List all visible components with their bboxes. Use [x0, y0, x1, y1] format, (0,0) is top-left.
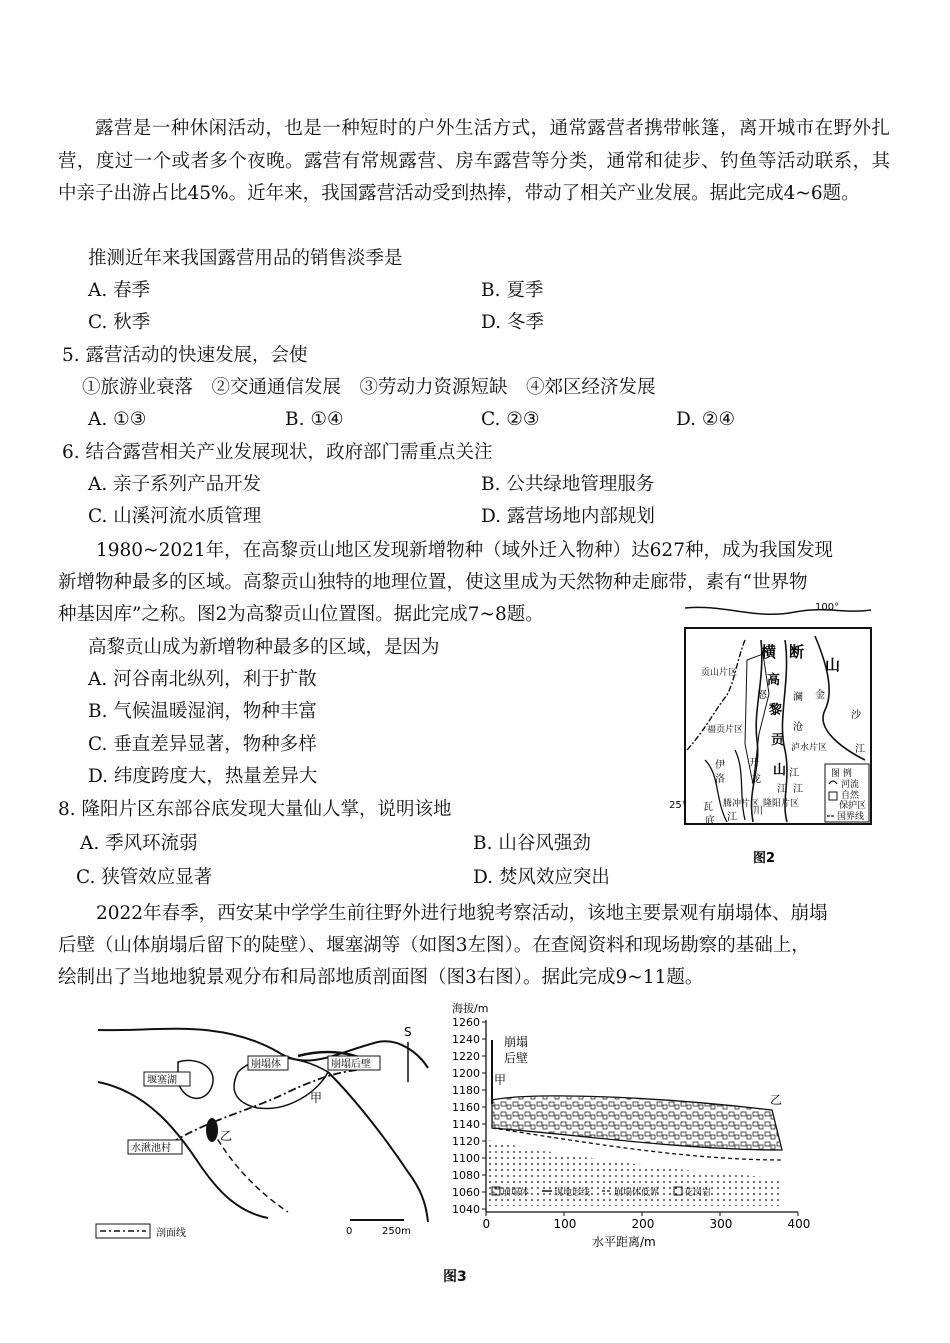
latitude-label: 25° — [669, 800, 687, 811]
q5-option-d[interactable]: D. ②④ — [676, 409, 736, 430]
label-barrier-lake: 堰塞湖 — [147, 1075, 177, 1086]
label-shan2: 山 — [773, 763, 787, 778]
profile-y-tick-label: 1260 — [452, 1016, 480, 1029]
map-top-border-line — [685, 607, 871, 614]
label-gongshan-zone: 贡山片区 — [701, 668, 738, 678]
label-lushui-zone: 泸水片区 — [791, 743, 828, 753]
passage-gaoligong-line2: 新增物种最多的区域。高黎贡山独特的地理位置，使这里成为天然物种走廊带，素有“世界物 — [58, 572, 808, 593]
label-yi: 伊 — [715, 760, 725, 771]
q4-option-c[interactable]: C. 秋季 — [88, 312, 151, 333]
label-luo: 洛 — [715, 774, 725, 785]
q4-option-b[interactable]: B. 夏季 — [481, 280, 544, 301]
label-gao: 高 — [767, 673, 781, 688]
passage-landform-line3: 绘制出了当地地貌景观分布和局部地质剖面图（图3右图）。据此完成9~11题。 — [58, 967, 704, 988]
label-direction: S — [404, 1025, 412, 1039]
label-jia-point: 甲 — [310, 1091, 323, 1105]
legend-granite: 花岗岩 — [684, 1188, 712, 1198]
q4-stem: 推测近年来我国露营用品的销售淡季是 — [88, 248, 403, 269]
label-jin: 金 — [815, 690, 825, 701]
label-wa: 瓦 — [703, 802, 713, 813]
longchuan-river — [735, 750, 745, 820]
q5-option-c[interactable]: C. ②③ — [481, 409, 540, 430]
profile-y-tick-label: 1120 — [452, 1135, 480, 1148]
profile-x-tick-label: 0 — [482, 1217, 491, 1231]
label-longyang-zone: 隆阳片区 — [763, 799, 800, 809]
legend-profile-line: 剖面线 — [156, 1228, 186, 1239]
q5-stem: 5. 露营活动的快速发展，会使 — [62, 345, 308, 366]
q7-option-a[interactable]: A. 河谷南北纵列，利于扩散 — [88, 669, 317, 690]
profile-y-tick-label: 1240 — [452, 1033, 480, 1046]
legend-river: 河流 — [841, 780, 860, 790]
profile-y-tick-label: 1100 — [452, 1152, 480, 1165]
label-jiang5: 江 — [777, 784, 787, 795]
q4-option-d[interactable]: D. 冬季 — [481, 312, 544, 333]
profile-y-tick-label: 1140 — [452, 1118, 480, 1131]
profile-y-tick-label: 1160 — [452, 1101, 480, 1114]
profile-y-ticks — [452, 1016, 486, 1216]
legend-title: 图 例 — [831, 769, 852, 779]
passage-camping: 露营是一种休闲活动，也是一种短时的户外生活方式，通常露营者携带帐篷，离开城市在野外扎营，度过一个或者多个夜晚。露营有常规露营、房车露营等分类，通常和徒步、钓鱼等活动联系，其中亲子出游占比45%。近年来，我国露营活动受到热捧，带动了相关产业发展。据此完成4~6题。 — [58, 118, 890, 204]
q7-option-d[interactable]: D. 纬度跨度大，热量差异大 — [88, 766, 318, 787]
q6-option-a[interactable]: A. 亲子系列产品开发 — [88, 474, 262, 495]
scale-zero: 0 — [346, 1226, 353, 1237]
q6-option-b[interactable]: B. 公共绿地管理服务 — [481, 474, 655, 495]
collapse-body-area — [492, 1096, 782, 1150]
profile-y-tick-label: 1080 — [452, 1169, 480, 1182]
label-nu: 怒 — [757, 690, 767, 701]
q7-stem: 高黎贡山成为新增物种最多的区域，是因为 — [88, 637, 440, 658]
label-profile-yi: 乙 — [770, 1093, 783, 1107]
label-fugong-zone: 福贡片区 — [707, 725, 744, 735]
q8-option-c[interactable]: C. 狭管效应显著 — [76, 867, 213, 888]
q8-option-a[interactable]: A. 季风环流弱 — [80, 833, 198, 854]
legend-reserve1: 自然 — [841, 791, 860, 801]
profile-x-tick-label: 400 — [787, 1217, 811, 1231]
label-jiang1: 江 — [793, 784, 803, 795]
profile-y-tick-label: 1180 — [452, 1084, 480, 1097]
profile-y-tick-label: 1200 — [452, 1067, 480, 1080]
label-long: 龙 — [751, 774, 761, 785]
label-tengchong-zone: 腾冲片区 — [723, 799, 760, 809]
profile-x-tick-label: 200 — [631, 1217, 655, 1231]
profile-y-tick-label: 1060 — [452, 1186, 480, 1199]
label-cang: 沧 — [793, 722, 803, 733]
q7-option-c[interactable]: C. 垂直差异显著，物种多样 — [88, 734, 317, 755]
q5-items: ①旅游业衰落 ②交通通信发展 ③劳动力资源短缺 ④郊区经济发展 — [82, 377, 656, 398]
figure3-caption: 图3 — [443, 1269, 467, 1285]
legend-collapse-body: 崩塌体 — [502, 1188, 530, 1198]
label-wall-2: 后壁 — [504, 1051, 529, 1065]
profile-x-ticks — [483, 1212, 811, 1231]
passage-landform-line1: 2022年春季，西安某中学学生前往野外进行地貌考察活动，该地主要景观有崩塌体、崩塌 — [96, 903, 828, 924]
label-chuan: 川 — [753, 806, 763, 817]
profile-x-axis-label: 水平距离/m — [592, 1235, 656, 1249]
label-collapse-wall: 崩塌后壁 — [331, 1059, 371, 1070]
legend-terrain-line: 现地形线 — [554, 1188, 591, 1198]
passage-landform-line2: 后壁（山体崩塌后留下的陡壁）、堰塞湖等（如图3左图）。在查阅资料和现场勘察的基础上， — [58, 935, 810, 956]
legend-border: 国界线 — [837, 812, 865, 822]
label-heng: 横 — [761, 643, 777, 661]
valley-outline-right — [328, 1072, 428, 1222]
figure3-right-profile-chart — [452, 1000, 832, 1254]
label-wall-1: 崩塌 — [504, 1035, 529, 1049]
q8-stem: 8. 隆阳片区东部谷底发现大量仙人掌，说明该地 — [58, 799, 452, 820]
label-village: 水湫池村 — [131, 1143, 171, 1154]
profile-y-tick-label: 1220 — [452, 1050, 480, 1063]
profile-x-tick-label: 300 — [709, 1217, 733, 1231]
nujiang-river — [751, 640, 761, 822]
legend-reserve2: 保护区 — [839, 801, 867, 811]
passage-gaoligong-line3: 种基因库”之称。图2为高黎贡山位置图。据此完成7~8题。 — [58, 604, 544, 625]
village-mark — [206, 1118, 218, 1142]
legend-collapse-base: 崩塌体低界 — [614, 1188, 660, 1198]
label-sha: 沙 — [851, 710, 861, 721]
label-gong: 贡 — [771, 733, 785, 748]
figure2-caption: 图2 — [753, 851, 776, 866]
q8-option-d[interactable]: D. 焚风效应突出 — [473, 867, 610, 888]
q4-option-a[interactable]: A. 春季 — [88, 280, 151, 301]
label-collapse-body: 崩塌体 — [251, 1059, 281, 1070]
q6-option-c[interactable]: C. 山溪河流水质管理 — [88, 506, 262, 527]
label-shan: 山 — [825, 656, 841, 674]
label-profile-jia: 甲 — [494, 1073, 507, 1087]
profile-x-tick-label: 100 — [553, 1217, 577, 1231]
q8-option-b[interactable]: B. 山谷风强劲 — [473, 833, 591, 854]
label-jiang3: 江 — [727, 812, 737, 823]
label-lan: 澜 — [793, 692, 803, 703]
label-jiang4: 江 — [789, 768, 799, 779]
figure2-location-map — [665, 600, 880, 870]
label-yi-point: 乙 — [220, 1129, 233, 1143]
q7-option-b[interactable]: B. 气候温暖湿润，物种丰富 — [88, 701, 317, 722]
scale-value: 250m — [382, 1226, 411, 1237]
label-li: 黎 — [769, 703, 783, 718]
passage-gaoligong-line1: 1980~2021年，在高黎贡山地区发现新增物种（域外迁入物种）达627种，成为我国发现 — [96, 540, 833, 561]
label-kai: 开 — [749, 758, 759, 769]
label-duan: 断 — [789, 643, 805, 661]
profile-y-axis-label: 海拔/m — [452, 1002, 489, 1015]
q6-stem: 6. 结合露营相关产业发展现状，政府部门需重点关注 — [62, 442, 493, 463]
label-jiang2: 江 — [855, 744, 865, 755]
q6-option-d[interactable]: D. 露营场地内部规划 — [481, 506, 655, 527]
profile-y-tick-label: 1040 — [452, 1203, 480, 1216]
longitude-label: 100° — [815, 602, 840, 613]
label-di: 底 — [705, 816, 715, 827]
figure3-left-landform-map — [88, 1012, 433, 1244]
q5-option-a[interactable]: A. ①③ — [88, 409, 147, 430]
q5-option-b[interactable]: B. ①④ — [285, 409, 344, 430]
